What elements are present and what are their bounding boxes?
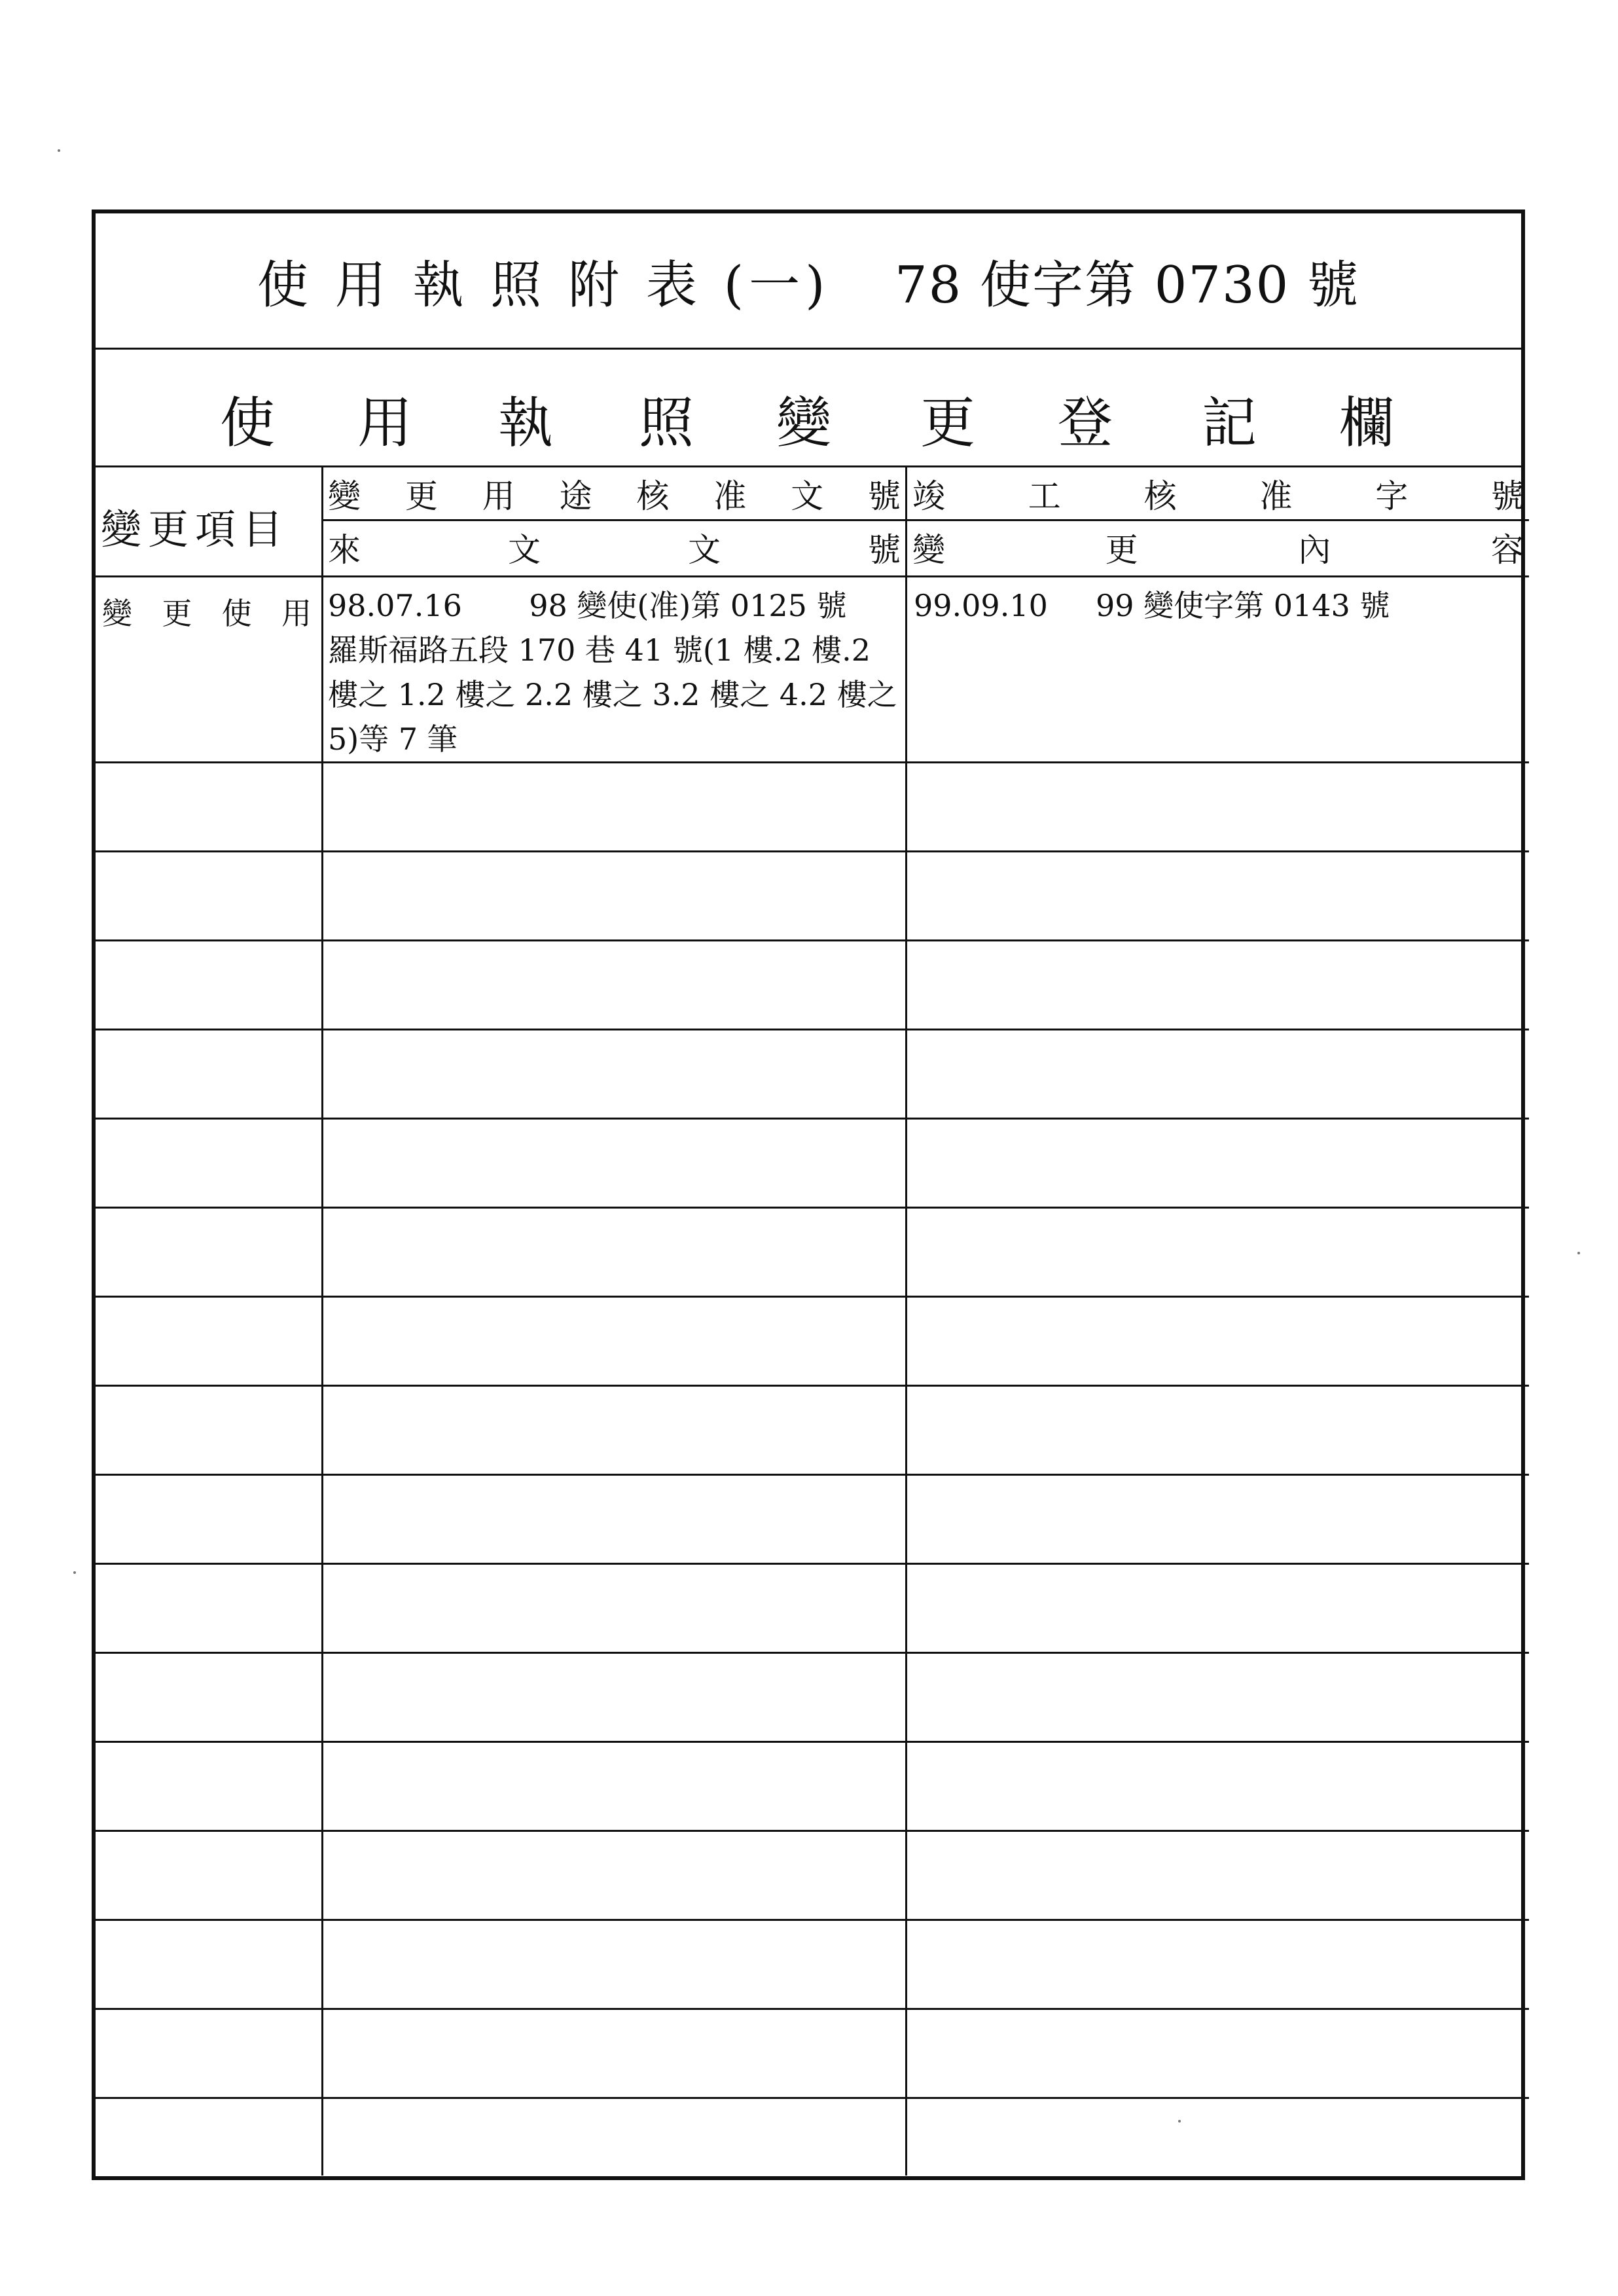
approval-header-bottom: 來 文 文 號 xyxy=(328,531,901,569)
completion-header-bottom: 變 更 內 容 xyxy=(912,531,1524,569)
row-item-label: 變 更 使 用 xyxy=(102,596,312,631)
row-divider xyxy=(96,1652,1529,1654)
scan-speck xyxy=(1178,2120,1181,2123)
heading-char: 更 xyxy=(920,391,976,455)
title-prefix: 使 用 執 照 附 表 (一) xyxy=(257,255,831,315)
item-column-header: 變更項目 xyxy=(101,505,290,553)
completion-entry-line: 99.09.10 99 變使字第 0143 號 xyxy=(914,588,1390,623)
completion-header-top: 竣 工 核 准 字 號 xyxy=(912,477,1524,515)
heading-char: 欄 xyxy=(1339,391,1395,455)
license-number: 78 使字第 0730 號 xyxy=(894,255,1360,315)
heading-char: 登 xyxy=(1058,391,1113,455)
approval-entry-line: 5)等 7 筆 xyxy=(328,721,458,757)
scan-speck xyxy=(1577,1252,1580,1254)
header-bottom-line xyxy=(96,575,1529,577)
header-subdivider xyxy=(321,519,1529,521)
heading-char: 執 xyxy=(498,391,554,455)
form-title xyxy=(96,213,1521,350)
approval-entry-line: 98.07.16 98 變使(准)第 0125 號 xyxy=(328,588,847,623)
row-divider xyxy=(96,1830,1529,1832)
approval-header-top: 變 更 用 途 核 准 文 號 xyxy=(328,477,901,515)
row-divider xyxy=(96,2008,1529,2010)
approval-entry-line: 樓之 1.2 樓之 2.2 樓之 3.2 樓之 4.2 樓之 xyxy=(328,677,897,712)
row-divider xyxy=(96,1474,1529,1476)
heading-char: 照 xyxy=(639,391,694,455)
row-divider xyxy=(96,850,1529,852)
row-divider xyxy=(96,1741,1529,1743)
row-divider xyxy=(96,1296,1529,1298)
license-annex-form xyxy=(92,210,1525,2180)
heading-char: 用 xyxy=(357,391,413,455)
approval-entry-line: 羅斯福路五段 170 巷 41 號(1 樓.2 樓.2 xyxy=(328,632,871,668)
heading-char: 使 xyxy=(220,391,276,455)
row-divider xyxy=(96,1118,1529,1120)
heading-char: 記 xyxy=(1202,391,1257,455)
scan-speck xyxy=(58,149,60,152)
row-divider xyxy=(96,2097,1529,2099)
row-divider xyxy=(96,1029,1529,1030)
row-divider xyxy=(96,1207,1529,1209)
change-registration-heading xyxy=(96,348,1521,467)
row-divider xyxy=(96,939,1529,941)
row-divider xyxy=(96,1563,1529,1565)
row-divider xyxy=(96,1919,1529,1921)
row-divider xyxy=(96,1385,1529,1387)
heading-char: 變 xyxy=(776,391,832,455)
row-divider xyxy=(96,761,1529,763)
scan-speck xyxy=(73,1571,76,1574)
